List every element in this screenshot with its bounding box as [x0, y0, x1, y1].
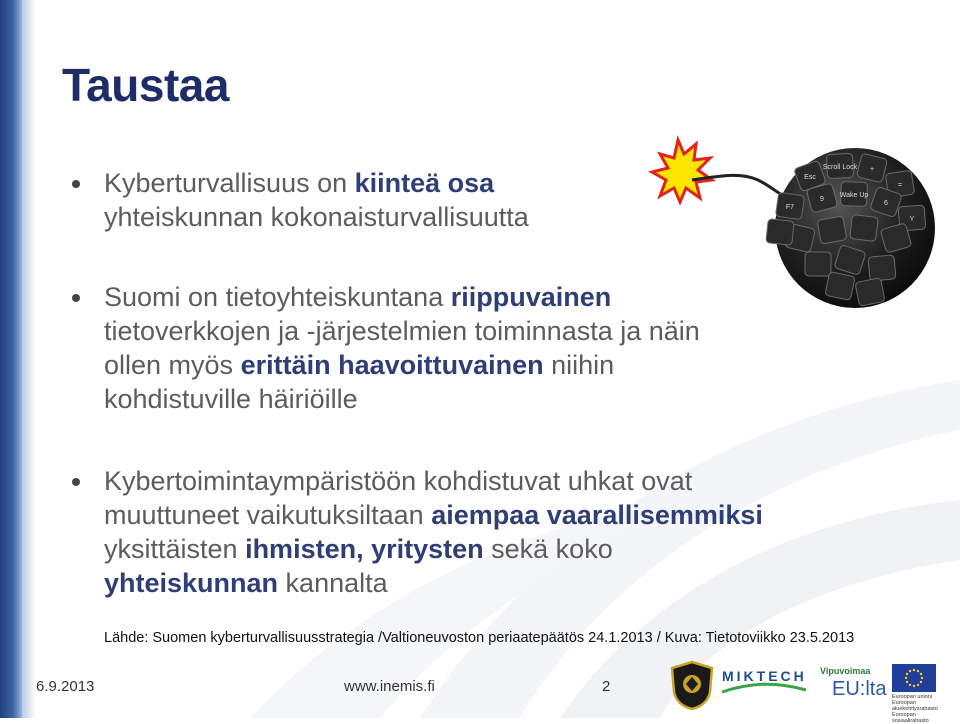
source-citation: Lähde: Suomen kyberturvallisuusstrategia /Valtioneuvoston periaatepäätös 24.1.2013 / Kuva: Tietotoviikko 23.5.2013 — [104, 630, 855, 646]
bullet-text: kannalta — [278, 568, 388, 598]
bullet-text: tietoverkkojen ja -järjestelmien toiminnasta ja näin — [104, 316, 700, 346]
eu-star — [917, 670, 919, 672]
bullet-emphasis: aiempaa vaarallisemmiksi — [431, 500, 763, 530]
bullet-text: Kyberturvallisuus on — [104, 168, 355, 198]
keycap — [817, 216, 847, 244]
bullet-line — [104, 532, 872, 566]
bullet-dot-icon — [72, 180, 80, 188]
eu-funding-text: Euroopan unioni Euroopan aluekehitysrahasto Euroopan sosiaalirahasto — [892, 694, 938, 724]
vipuvoimaa-label: Vipuvoimaa — [820, 666, 871, 676]
bullet-text: ollen myös — [104, 350, 241, 380]
keycap-label: F7 — [785, 204, 795, 211]
keycap — [823, 153, 858, 178]
slide-title: Taustaa — [62, 59, 229, 111]
keycap — [850, 215, 879, 242]
page-number: 2 — [602, 678, 611, 695]
miktech-swoosh — [722, 684, 806, 694]
keycap — [855, 278, 885, 307]
bullet-text: yksittäisten — [104, 534, 246, 564]
left-accent-bar — [0, 0, 22, 718]
bullet-dot-icon — [72, 478, 80, 486]
keycap-label: + — [869, 166, 875, 173]
eu-star — [906, 673, 908, 675]
bullet-text: niihin — [543, 350, 615, 380]
miktech-logo: MIKTECH — [722, 668, 807, 684]
bullet-dot-icon — [72, 294, 80, 302]
eu-star — [917, 684, 919, 686]
bullet-item — [72, 464, 872, 600]
bullet-line — [104, 382, 872, 416]
keycap-label: = — [897, 182, 903, 189]
bullet-text: Suomi on tietoyhteiskuntana — [104, 282, 451, 312]
keyboard-bomb-image — [650, 136, 940, 316]
bullet-text: kohdistuville häiriöille — [104, 384, 358, 414]
keycap — [868, 255, 896, 281]
bullet-emphasis: yhteiskunnan — [104, 568, 279, 598]
keycap — [775, 192, 804, 219]
keycap — [766, 219, 794, 246]
bullet-text: Kybertoimintaympäristöön kohdistuvat uhkat ovat — [104, 466, 693, 496]
keycap-label: Wake Up — [839, 192, 869, 199]
bullet-line — [104, 314, 872, 348]
keycap-label: Esc — [804, 174, 816, 181]
eu-star — [909, 684, 911, 686]
left-accent-glow — [22, 0, 36, 718]
keycap-label: 9 — [820, 196, 824, 203]
keycap — [840, 182, 869, 207]
bullet-text: sekä koko — [483, 534, 613, 564]
eu-star — [905, 677, 907, 679]
bullet-line — [104, 498, 872, 532]
eu-flag-icon — [892, 664, 936, 692]
footer-url[interactable]: www.inemis.fi — [344, 678, 435, 695]
keycap-label: 6 — [884, 200, 888, 207]
bullet-emphasis: kiinteä osa — [354, 168, 495, 198]
keycap — [825, 272, 855, 301]
eu-lta-logo: EU:lta — [832, 678, 887, 700]
bullet-emphasis: ihmisten, yritysten — [245, 534, 484, 564]
spark-icon — [652, 140, 712, 202]
eu-star — [921, 677, 923, 679]
footer-date: 6.9.2013 — [36, 678, 95, 695]
eu-star — [913, 685, 915, 687]
bullet-emphasis: erittäin haavoittuvainen — [240, 350, 544, 380]
eu-star — [906, 681, 908, 683]
keycap — [805, 252, 831, 276]
bullet-text: yhteiskunnan kokonaisturvallisuutta — [104, 202, 529, 232]
eu-star — [920, 673, 922, 675]
fuse — [692, 175, 790, 198]
eu-star — [913, 669, 915, 671]
bullet-line — [104, 464, 872, 498]
eu-star — [920, 681, 922, 683]
keycap-label: Scroll Lock — [822, 164, 858, 171]
bullet-emphasis: riippuvainen — [450, 282, 612, 312]
shield-logo-icon — [670, 660, 714, 710]
eu-star — [909, 670, 911, 672]
bullet-line — [104, 348, 872, 382]
keycap-label: Y — [909, 216, 915, 223]
bullet-line — [104, 566, 872, 600]
bullet-text: muuttuneet vaikutuksiltaan — [104, 500, 432, 530]
